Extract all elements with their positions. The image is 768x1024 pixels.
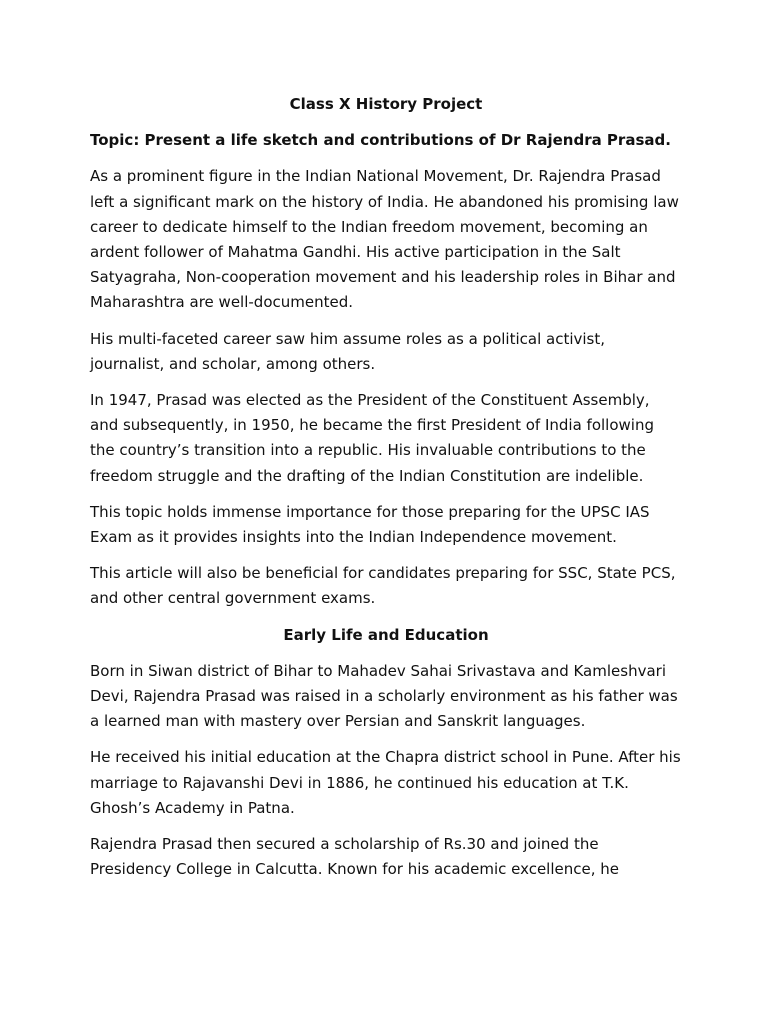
paragraph-intro-3: In 1947, Prasad was elected as the President of the Constituent Assembly, and subsequently, in 1950, he became the first President of India following the country’s transition into a republic. His invaluable contributions to the freedom struggle and the drafting of the Indian Constitution are indelible.	[90, 391, 654, 485]
paragraph-early-life-1: Born in Siwan district of Bihar to Mahadev Sahai Srivastava and Kamleshvari Devi, Rajendra Prasad was raised in a scholarly environment as his father was a learned man with mastery over Persian and Sanskrit languages.	[90, 661, 678, 731]
paragraph-intro-5: This article will also be beneficial for candidates preparing for SSC, State PCS, and other central government exams.	[90, 564, 676, 608]
document-topic: Topic: Present a life sketch and contributions of Dr Rajendra Prasad.	[90, 131, 671, 150]
section-heading-early-life: Early Life and Education	[283, 625, 489, 644]
paragraph-intro-2: His multi-faceted career saw him assume roles as a political activist, journalist, and scholar, among others.	[90, 329, 606, 373]
paragraph-early-life-2: He received his initial education at the Chapra district school in Pune. After his marriage to Rajavanshi Devi in 1886, he continued his education at T.K. Ghosh’s Academy in Patna.	[90, 748, 681, 817]
document-title: Class X History Project	[289, 95, 483, 113]
document-body	[90, 92, 682, 893]
paragraph-intro-4: This topic holds immense importance for those preparing for the UPSC IAS Exam as it provides insights into the Indian Independence movement.	[90, 502, 650, 547]
paragraph-early-life-3: Rajendra Prasad then secured a scholarship of Rs.30 and joined the Presidency College in Calcutta. Known for his academic excellence, he	[90, 835, 619, 879]
paragraph-intro-1: As a prominent figure in the Indian National Movement, Dr. Rajendra Prasad left a significant mark on the history of India. He abandoned his promising law career to dedicate himself to the Indian freedom movement, becoming an ardent follower of Mahatma Gandhi. His active participation in the Salt Satyagraha, Non-cooperation movement and his leadership roles in Bihar and Maharashtra are well-documented.	[90, 167, 679, 312]
